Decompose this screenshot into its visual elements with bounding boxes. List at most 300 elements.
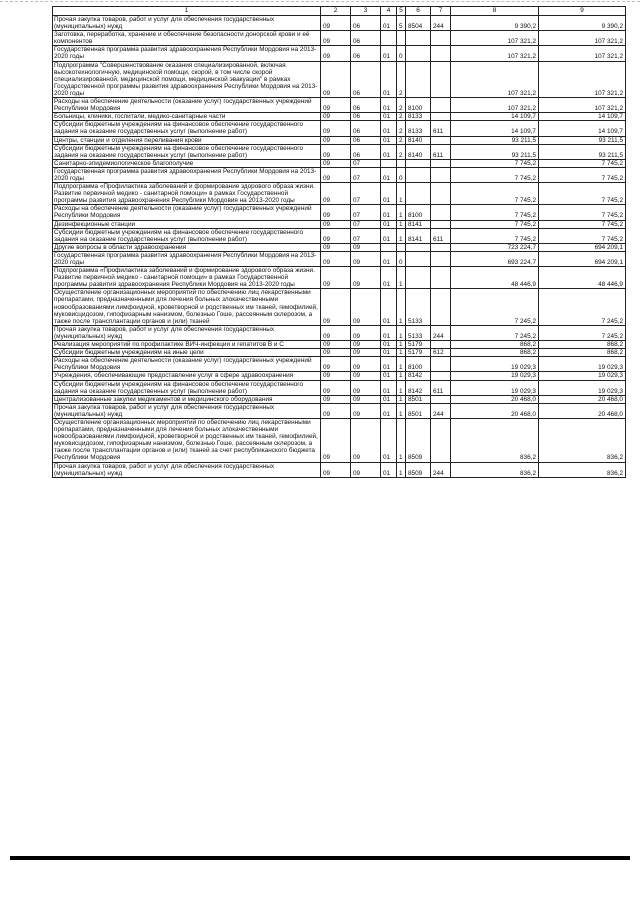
budget-table-body — [53, 7, 626, 478]
direction-code-cell — [406, 267, 431, 289]
program-code-cell: 01 — [381, 61, 397, 97]
amount-year2-cell: 19 029,3 — [539, 357, 626, 372]
amount-year2-cell: 107 321,2 — [539, 98, 626, 113]
direction-code-cell: 8141 — [406, 220, 431, 228]
amount-year1-cell: 7 745,2 — [451, 205, 539, 220]
row-name-cell: Расходы на обеспечение деятельности (оказание услуг) государственных учреждений Республики Мордовия — [53, 357, 321, 372]
table-row — [53, 46, 626, 61]
page-bottom-bar — [10, 856, 630, 860]
program-code-cell: 01 — [381, 183, 397, 205]
row-name-cell: Подпрограмма «Профилактика заболеваний и формирование здорового образа жизни. Развитие первичной медико - санитарной помощи» в рамках Государственной программы развития здравоохранения Республики Мордовия на 2013-2020 годы — [53, 267, 321, 289]
program-code-cell: 01 — [381, 205, 397, 220]
section-code-cell: 09 — [321, 418, 351, 462]
program-code-cell: 01 — [381, 144, 397, 159]
subsection-code-cell: 09 — [351, 341, 381, 349]
row-name-cell: Реализация мероприятий по профилактике ВИЧ-инфекции и гепатитов В и С — [53, 341, 321, 349]
amount-year2-cell: 107 321,2 — [539, 31, 626, 46]
amount-year1-cell: 836,2 — [451, 462, 539, 477]
subprogram-code-cell: 2 — [397, 136, 406, 144]
subsection-code-cell: 06 — [351, 144, 381, 159]
subsection-code-cell: 09 — [351, 357, 381, 372]
table-row — [53, 167, 626, 182]
subprogram-code-cell: 2 — [397, 121, 406, 136]
table-row — [53, 220, 626, 228]
section-code-cell: 09 — [321, 251, 351, 266]
row-name-cell: Центры, станции и отделения переливания крови — [53, 136, 321, 144]
section-code-cell: 09 — [321, 113, 351, 121]
direction-code-cell: 8100 — [406, 357, 431, 372]
subsection-code-cell: 06 — [351, 98, 381, 113]
subprogram-code-cell: 5 — [397, 16, 406, 31]
direction-code-cell — [406, 159, 431, 167]
amount-year1-cell: 107 321,2 — [451, 61, 539, 97]
program-code-cell: 01 — [381, 357, 397, 372]
table-row — [53, 289, 626, 325]
subsection-code-cell: 07 — [351, 228, 381, 243]
amount-year2-cell: 836,2 — [539, 462, 626, 477]
subsection-code-cell: 09 — [351, 395, 381, 403]
subsection-code-cell: 06 — [351, 46, 381, 61]
table-row — [53, 325, 626, 340]
section-code-cell: 09 — [321, 98, 351, 113]
subsection-code-cell: 06 — [351, 31, 381, 46]
program-code-cell — [381, 159, 397, 167]
amount-year1-cell: 107 321,2 — [451, 98, 539, 113]
row-name-cell: Субсидии бюджетным учреждениям на финансовое обеспечение государственного задания на оказание государственных услуг (выполнение работ) — [53, 228, 321, 243]
subprogram-code-cell: 1 — [397, 380, 406, 395]
section-code-cell: 09 — [321, 357, 351, 372]
amount-year2-cell: 107 321,2 — [539, 46, 626, 61]
direction-code-cell: 5179 — [406, 349, 431, 357]
header-cell: 4 — [381, 7, 397, 16]
expense-type-cell — [431, 220, 451, 228]
subsection-code-cell: 09 — [351, 462, 381, 477]
table-row — [53, 31, 626, 46]
amount-year2-cell: 9 390,2 — [539, 16, 626, 31]
row-name-cell: Подпрограмма "Совершенствование оказания специализированной, включая высокотехнологичную, медицинской помощи, скорой, в том числе скорой специализированной, медицинской помощи, медицинской эвакуации" в рамках Государственной программы развития здравоохранения Республики Мордовия на 2013-2020 годы — [53, 61, 321, 97]
section-code-cell: 09 — [321, 349, 351, 357]
direction-code-cell: 8133 — [406, 121, 431, 136]
section-code-cell: 09 — [321, 380, 351, 395]
subprogram-code-cell — [397, 243, 406, 251]
amount-year1-cell: 7 245,2 — [451, 325, 539, 340]
table-row — [53, 113, 626, 121]
amount-year2-cell: 48 446,9 — [539, 267, 626, 289]
section-code-cell: 09 — [321, 341, 351, 349]
subprogram-code-cell: 1 — [397, 418, 406, 462]
amount-year1-cell: 7 745,2 — [451, 159, 539, 167]
amount-year2-cell: 93 211,5 — [539, 136, 626, 144]
subprogram-code-cell: 1 — [397, 183, 406, 205]
amount-year1-cell: 7 745,2 — [451, 228, 539, 243]
table-row — [53, 380, 626, 395]
amount-year2-cell: 868,2 — [539, 341, 626, 349]
table-row — [53, 98, 626, 113]
subprogram-code-cell: 1 — [397, 395, 406, 403]
section-code-cell: 09 — [321, 372, 351, 380]
subsection-code-cell: 06 — [351, 61, 381, 97]
amount-year2-cell: 7 745,2 — [539, 167, 626, 182]
amount-year1-cell: 836,2 — [451, 418, 539, 462]
direction-code-cell: 8141 — [406, 228, 431, 243]
row-name-cell: Заготовка, переработка, хранение и обеспечение безопасности донорской крови и её компонентов — [53, 31, 321, 46]
direction-code-cell: 8140 — [406, 136, 431, 144]
section-code-cell: 09 — [321, 289, 351, 325]
amount-year2-cell: 868,2 — [539, 349, 626, 357]
program-code-cell: 01 — [381, 418, 397, 462]
expense-type-cell — [431, 243, 451, 251]
subsection-code-cell: 09 — [351, 267, 381, 289]
subsection-code-cell: 09 — [351, 243, 381, 251]
amount-year1-cell: 14 109,7 — [451, 113, 539, 121]
expense-type-cell: 244 — [431, 403, 451, 418]
header-cell: 7 — [431, 7, 451, 16]
row-name-cell: Осуществление организационных мероприятий по обеспечению лиц лекарственными препаратами, предназначенными для лечения больных злокачественными новообразованиями лимфоидной, кроветворной и родственных им тканей, гемофилией, муковисцидозом, гипофизарным нанизмом, болезнью Гоше, рассеянным склерозом, а также после трансплантации органов и (или) тканей — [53, 289, 321, 325]
program-code-cell — [381, 243, 397, 251]
program-code-cell: 01 — [381, 98, 397, 113]
section-code-cell: 09 — [321, 61, 351, 97]
program-code-cell: 01 — [381, 167, 397, 182]
expense-type-cell — [431, 357, 451, 372]
program-code-cell: 01 — [381, 372, 397, 380]
program-code-cell: 01 — [381, 121, 397, 136]
direction-code-cell: 8100 — [406, 98, 431, 113]
header-cell: 6 — [406, 7, 431, 16]
program-code-cell: 01 — [381, 136, 397, 144]
amount-year2-cell: 14 109,7 — [539, 113, 626, 121]
section-code-cell: 09 — [321, 136, 351, 144]
table-row — [53, 144, 626, 159]
expense-type-cell — [431, 267, 451, 289]
subsection-code-cell: 09 — [351, 418, 381, 462]
section-code-cell: 09 — [321, 243, 351, 251]
section-code-cell: 09 — [321, 403, 351, 418]
subsection-code-cell: 09 — [351, 325, 381, 340]
row-name-cell: Прочая закупка товаров, работ и услуг для обеспечения государственных (муниципальных) нужд — [53, 462, 321, 477]
row-name-cell: Учреждения, обеспечивающие предоставление услуг в сфере здравоохранения — [53, 372, 321, 380]
direction-code-cell — [406, 183, 431, 205]
direction-code-cell: 8142 — [406, 380, 431, 395]
expense-type-cell: 612 — [431, 349, 451, 357]
section-code-cell: 09 — [321, 267, 351, 289]
subprogram-code-cell: 1 — [397, 325, 406, 340]
row-name-cell: Субсидии бюджетным учреждениям на финансовое обеспечение государственного задания на оказание государственных услуг (выполнение работ) — [53, 121, 321, 136]
budget-table — [52, 6, 626, 478]
amount-year2-cell: 7 745,2 — [539, 183, 626, 205]
table-row — [53, 418, 626, 462]
direction-code-cell: 5179 — [406, 341, 431, 349]
program-code-cell: 01 — [381, 403, 397, 418]
amount-year1-cell: 19 029,3 — [451, 372, 539, 380]
row-name-cell: Государственная программа развития здравоохранения Республики Мордовия на 2013-2020 годы — [53, 167, 321, 182]
subprogram-code-cell: 1 — [397, 462, 406, 477]
table-row — [53, 136, 626, 144]
subsection-code-cell: 07 — [351, 159, 381, 167]
amount-year2-cell: 7 745,2 — [539, 205, 626, 220]
table-row — [53, 341, 626, 349]
section-code-cell: 09 — [321, 183, 351, 205]
program-code-cell: 01 — [381, 16, 397, 31]
subprogram-code-cell — [397, 31, 406, 46]
column-number-header-row — [53, 7, 626, 16]
amount-year1-cell: 9 390,2 — [451, 16, 539, 31]
expense-type-cell: 611 — [431, 228, 451, 243]
subprogram-code-cell — [397, 159, 406, 167]
direction-code-cell: 8133 — [406, 113, 431, 121]
program-code-cell: 01 — [381, 220, 397, 228]
direction-code-cell: 8142 — [406, 372, 431, 380]
program-code-cell — [381, 31, 397, 46]
subsection-code-cell: 09 — [351, 403, 381, 418]
program-code-cell: 01 — [381, 380, 397, 395]
subsection-code-cell: 09 — [351, 372, 381, 380]
row-name-cell: Государственная программа развития здравоохранения Республики Мордовия на 2013-2020 годы — [53, 251, 321, 266]
row-name-cell: Прочая закупка товаров, работ и услуг для обеспечения государственных (муниципальных) нужд — [53, 325, 321, 340]
direction-code-cell: 8504 — [406, 16, 431, 31]
header-cell: 5 — [397, 7, 406, 16]
expense-type-cell — [431, 289, 451, 325]
expense-type-cell: 611 — [431, 121, 451, 136]
table-row — [53, 403, 626, 418]
amount-year2-cell: 7 245,2 — [539, 289, 626, 325]
row-name-cell: Расходы на обеспечение деятельности (оказание услуг) государственных учреждений Республики Мордовия — [53, 98, 321, 113]
header-cell: 1 — [53, 7, 321, 16]
expense-type-cell: 244 — [431, 462, 451, 477]
expense-type-cell — [431, 98, 451, 113]
table-row — [53, 205, 626, 220]
expense-type-cell — [431, 341, 451, 349]
table-row — [53, 183, 626, 205]
amount-year1-cell: 107 321,2 — [451, 31, 539, 46]
table-row — [53, 121, 626, 136]
subprogram-code-cell: 1 — [397, 267, 406, 289]
amount-year1-cell: 868,2 — [451, 349, 539, 357]
program-code-cell: 01 — [381, 113, 397, 121]
direction-code-cell — [406, 46, 431, 61]
section-code-cell: 09 — [321, 395, 351, 403]
subprogram-code-cell: 1 — [397, 220, 406, 228]
expense-type-cell — [431, 395, 451, 403]
direction-code-cell: 5133 — [406, 325, 431, 340]
amount-year2-cell: 836,2 — [539, 418, 626, 462]
amount-year2-cell: 14 109,7 — [539, 121, 626, 136]
expense-type-cell: 244 — [431, 325, 451, 340]
subprogram-code-cell: 1 — [397, 289, 406, 325]
program-code-cell: 01 — [381, 325, 397, 340]
subprogram-code-cell: 1 — [397, 349, 406, 357]
expense-type-cell — [431, 251, 451, 266]
table-row — [53, 395, 626, 403]
section-code-cell: 09 — [321, 31, 351, 46]
section-code-cell: 09 — [321, 144, 351, 159]
subsection-code-cell: 06 — [351, 121, 381, 136]
section-code-cell: 09 — [321, 462, 351, 477]
amount-year2-cell: 694 209,1 — [539, 243, 626, 251]
direction-code-cell — [406, 251, 431, 266]
row-name-cell: Субсидии бюджетным учреждениям на иные цели — [53, 349, 321, 357]
amount-year2-cell: 7 245,2 — [539, 325, 626, 340]
table-row — [53, 61, 626, 97]
direction-code-cell — [406, 61, 431, 97]
subsection-code-cell: 09 — [351, 380, 381, 395]
amount-year1-cell: 7 245,2 — [451, 289, 539, 325]
amount-year2-cell: 7 745,2 — [539, 228, 626, 243]
amount-year1-cell: 7 745,2 — [451, 167, 539, 182]
subprogram-code-cell: 0 — [397, 46, 406, 61]
expense-type-cell — [431, 372, 451, 380]
amount-year2-cell: 7 745,2 — [539, 159, 626, 167]
subprogram-code-cell: 2 — [397, 61, 406, 97]
page-top-edge — [0, 1, 640, 2]
table-row — [53, 251, 626, 266]
amount-year1-cell: 868,2 — [451, 341, 539, 349]
table-row — [53, 267, 626, 289]
table-row — [53, 372, 626, 380]
direction-code-cell: 8509 — [406, 462, 431, 477]
direction-code-cell — [406, 31, 431, 46]
section-code-cell: 09 — [321, 228, 351, 243]
program-code-cell: 01 — [381, 251, 397, 266]
section-code-cell: 09 — [321, 220, 351, 228]
amount-year1-cell: 7 745,2 — [451, 183, 539, 205]
subprogram-code-cell: 0 — [397, 251, 406, 266]
subprogram-code-cell: 0 — [397, 167, 406, 182]
section-code-cell: 09 — [321, 16, 351, 31]
amount-year1-cell: 93 211,5 — [451, 144, 539, 159]
direction-code-cell: 8509 — [406, 418, 431, 462]
amount-year1-cell: 20 468,0 — [451, 395, 539, 403]
subprogram-code-cell: 1 — [397, 228, 406, 243]
amount-year2-cell: 107 321,2 — [539, 61, 626, 97]
section-code-cell: 09 — [321, 46, 351, 61]
row-name-cell: Дезинфекционные станции — [53, 220, 321, 228]
expense-type-cell: 611 — [431, 144, 451, 159]
row-name-cell: Прочая закупка товаров, работ и услуг для обеспечения государственных (муниципальных) нужд — [53, 16, 321, 31]
expense-type-cell: 244 — [431, 16, 451, 31]
amount-year1-cell: 20 468,0 — [451, 403, 539, 418]
row-name-cell: Больницы, клиники, госпитали, медико-санитарные части — [53, 113, 321, 121]
amount-year1-cell: 7 745,2 — [451, 220, 539, 228]
section-code-cell: 09 — [321, 159, 351, 167]
budget-sheet — [52, 6, 625, 478]
direction-code-cell: 8501 — [406, 395, 431, 403]
amount-year2-cell: 19 029,3 — [539, 372, 626, 380]
row-name-cell: Субсидии бюджетным учреждениям на финансовое обеспечение государственного задания на оказание государственных услуг (выполнение работ) — [53, 380, 321, 395]
subsection-code-cell: 06 — [351, 113, 381, 121]
row-name-cell: Подпрограмма «Профилактика заболеваний и формирование здорового образа жизни. Развитие первичной медико - санитарной помощи» в рамках Государственной программы развития здравоохранения Республики Мордовия на 2013-2020 годы — [53, 183, 321, 205]
row-name-cell: Государственная программа развития здравоохранения Республики Мордовия на 2013-2020 годы — [53, 46, 321, 61]
expense-type-cell — [431, 113, 451, 121]
amount-year1-cell: 93 211,5 — [451, 136, 539, 144]
header-cell: 3 — [351, 7, 381, 16]
amount-year1-cell: 107 321,2 — [451, 46, 539, 61]
direction-code-cell — [406, 167, 431, 182]
header-cell: 9 — [539, 7, 626, 16]
section-code-cell: 09 — [321, 167, 351, 182]
subsection-code-cell: 07 — [351, 183, 381, 205]
amount-year2-cell: 20 468,0 — [539, 395, 626, 403]
expense-type-cell: 611 — [431, 380, 451, 395]
row-name-cell: Осуществление организационных мероприятий по обеспечению лиц лекарственными препаратами, предназначенными для лечения больных злокачественными новообразованиями лимфоидной, кроветворной и родственных им тканей, гемофилией, муковисцидозом, гипофизарным нанизмом, болезнью Гоше, рассеянным склерозом, а также после трансплантации органов и (или) тканей за счет республиканского бюджета Республики Мордовия — [53, 418, 321, 462]
subprogram-code-cell: 1 — [397, 403, 406, 418]
subsection-code-cell: 07 — [351, 220, 381, 228]
direction-code-cell: 5133 — [406, 289, 431, 325]
direction-code-cell — [406, 243, 431, 251]
subsection-code-cell: 07 — [351, 167, 381, 182]
subprogram-code-cell: 1 — [397, 357, 406, 372]
header-cell: 2 — [321, 7, 351, 16]
amount-year2-cell: 20 468,0 — [539, 403, 626, 418]
expense-type-cell — [431, 418, 451, 462]
amount-year1-cell: 48 446,9 — [451, 267, 539, 289]
expense-type-cell — [431, 183, 451, 205]
expense-type-cell — [431, 205, 451, 220]
subprogram-code-cell: 1 — [397, 372, 406, 380]
expense-type-cell — [431, 31, 451, 46]
direction-code-cell: 8100 — [406, 205, 431, 220]
amount-year2-cell: 7 745,2 — [539, 220, 626, 228]
program-code-cell: 01 — [381, 267, 397, 289]
amount-year1-cell: 693 224,7 — [451, 251, 539, 266]
program-code-cell: 01 — [381, 341, 397, 349]
amount-year1-cell: 14 109,7 — [451, 121, 539, 136]
expense-type-cell — [431, 159, 451, 167]
amount-year2-cell: 93 211,5 — [539, 144, 626, 159]
subprogram-code-cell: 1 — [397, 341, 406, 349]
table-row — [53, 462, 626, 477]
expense-type-cell — [431, 167, 451, 182]
subsection-code-cell: 09 — [351, 289, 381, 325]
amount-year1-cell: 19 029,3 — [451, 380, 539, 395]
subsection-code-cell: 06 — [351, 16, 381, 31]
section-code-cell: 09 — [321, 205, 351, 220]
row-name-cell: Централизованные закупки медикаментов и медицинского оборудования — [53, 395, 321, 403]
subsection-code-cell: 06 — [351, 136, 381, 144]
subsection-code-cell: 07 — [351, 205, 381, 220]
program-code-cell: 01 — [381, 395, 397, 403]
table-row — [53, 16, 626, 31]
row-name-cell: Другие вопросы в области здравоохранения — [53, 243, 321, 251]
section-code-cell: 09 — [321, 121, 351, 136]
header-cell: 8 — [451, 7, 539, 16]
table-row — [53, 357, 626, 372]
direction-code-cell: 8140 — [406, 144, 431, 159]
amount-year2-cell: 19 029,3 — [539, 380, 626, 395]
table-row — [53, 243, 626, 251]
section-code-cell: 09 — [321, 325, 351, 340]
subsection-code-cell: 09 — [351, 251, 381, 266]
row-name-cell: Субсидии бюджетным учреждениям на финансовое обеспечение государственного задания на оказание государственных услуг (выполнение работ) — [53, 144, 321, 159]
subprogram-code-cell: 2 — [397, 144, 406, 159]
program-code-cell: 01 — [381, 349, 397, 357]
row-name-cell: Расходы на обеспечение деятельности (оказание услуг) государственных учреждений Республики Мордовия — [53, 205, 321, 220]
amount-year2-cell: 694 209,1 — [539, 251, 626, 266]
program-code-cell: 01 — [381, 462, 397, 477]
subprogram-code-cell: 2 — [397, 98, 406, 113]
table-row — [53, 228, 626, 243]
amount-year1-cell: 19 029,3 — [451, 357, 539, 372]
expense-type-cell — [431, 61, 451, 97]
subprogram-code-cell: 1 — [397, 205, 406, 220]
subsection-code-cell: 09 — [351, 349, 381, 357]
program-code-cell: 01 — [381, 46, 397, 61]
amount-year1-cell: 723 224,7 — [451, 243, 539, 251]
direction-code-cell: 8501 — [406, 403, 431, 418]
row-name-cell: Прочая закупка товаров, работ и услуг для обеспечения государственных (муниципальных) нужд — [53, 403, 321, 418]
table-row — [53, 159, 626, 167]
program-code-cell: 01 — [381, 228, 397, 243]
expense-type-cell — [431, 136, 451, 144]
